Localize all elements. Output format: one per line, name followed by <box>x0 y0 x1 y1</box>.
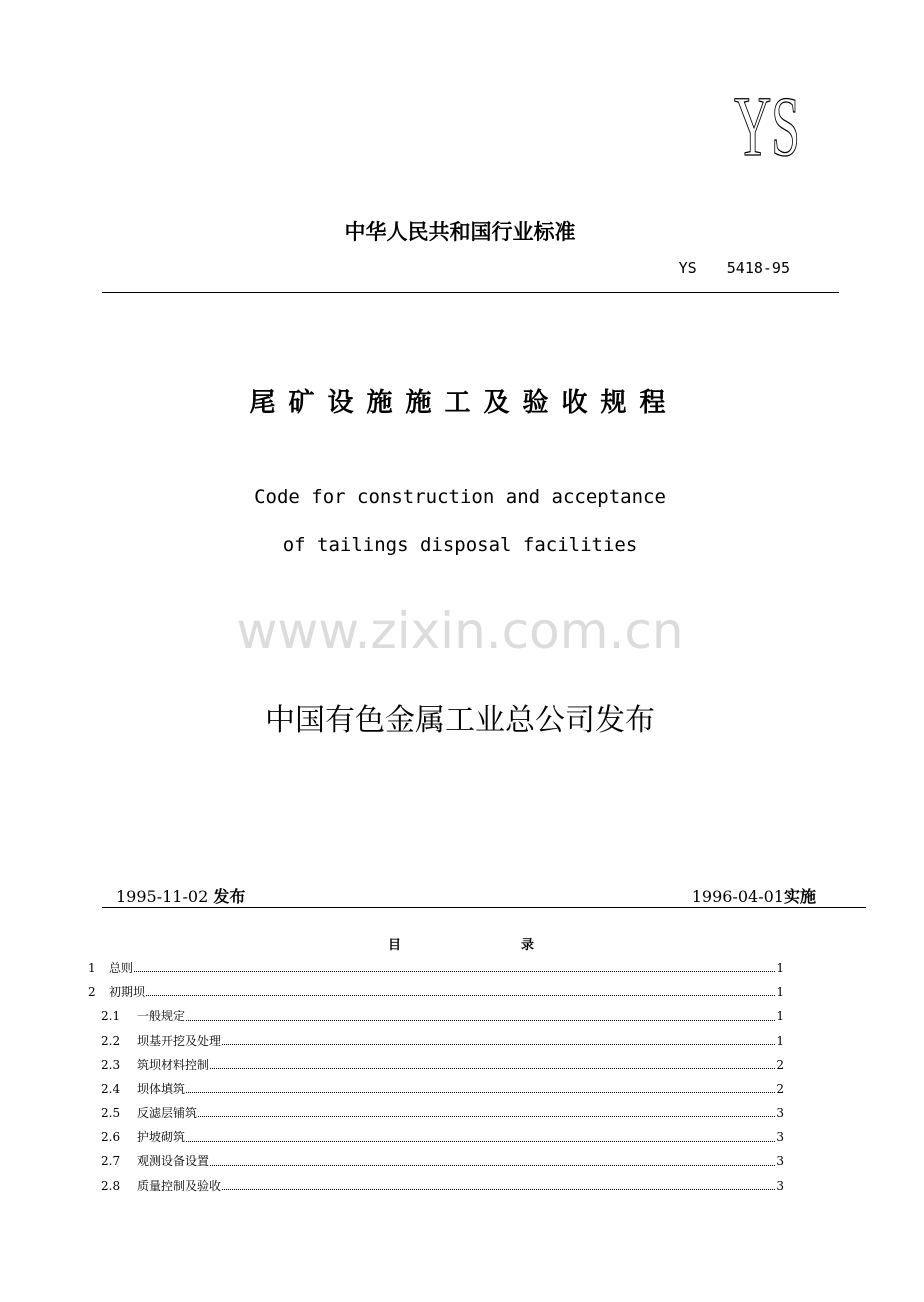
toc-item-page: 3 <box>776 1178 784 1193</box>
toc-item[interactable] <box>88 1101 784 1125</box>
toc-item-number: 2.4 <box>101 1081 121 1096</box>
date-divider <box>102 907 866 908</box>
toc-item-number: 2.7 <box>101 1154 121 1169</box>
issue-label: 发布 <box>213 887 246 906</box>
toc-item-page: 3 <box>776 1154 784 1169</box>
effective-date: 1996-04-01 <box>691 887 784 906</box>
toc-item[interactable] <box>88 980 784 1004</box>
toc-item-label: 质量控制及验收 <box>137 1178 222 1193</box>
toc-item-label: 坝体填筑 <box>137 1081 186 1096</box>
toc-item[interactable] <box>88 1125 784 1149</box>
toc-item-label: 护坡砌筑 <box>137 1130 186 1145</box>
toc-item-page: 1 <box>776 1009 784 1024</box>
toc-item-number: 2.6 <box>101 1130 121 1145</box>
toc-item-label: 总则 <box>109 960 134 975</box>
toc-leader-dots <box>146 995 775 996</box>
toc-leader-dots <box>210 1068 775 1069</box>
toc-item-label: 初期坝 <box>109 985 146 1000</box>
toc-leader-dots <box>186 1141 775 1142</box>
toc-leader-dots <box>222 1189 775 1190</box>
toc-leader-dots <box>186 1092 775 1093</box>
toc-item-number: 2.3 <box>101 1057 121 1072</box>
document-title-english-line1: Code for construction and acceptance <box>254 486 666 508</box>
standard-code: YS 5418-95 <box>678 259 790 277</box>
effective-date-block <box>692 884 816 907</box>
document-title-chinese: 尾矿设施施工及验收规程 <box>249 388 679 418</box>
toc-item-label: 反滤层铺筑 <box>137 1106 198 1121</box>
header-divider <box>102 292 839 293</box>
toc-item-page: 3 <box>776 1106 784 1121</box>
toc-leader-dots <box>186 1020 775 1021</box>
toc-item-number: 1 <box>88 960 96 975</box>
toc-leader-dots <box>134 971 775 972</box>
toc-item-number: 2.1 <box>101 1009 121 1024</box>
toc-item[interactable] <box>88 1004 784 1028</box>
toc-leader-dots <box>222 1044 775 1045</box>
toc-item-label: 筑坝材料控制 <box>137 1057 210 1072</box>
toc-item[interactable] <box>88 1174 784 1198</box>
toc-heading-char1: 目 <box>388 938 402 953</box>
effective-label: 实施 <box>783 887 816 906</box>
issue-date: 1995-11-02 <box>116 887 209 906</box>
toc-item[interactable] <box>88 1150 784 1174</box>
ys-logo-text: YS <box>734 78 800 174</box>
toc-list <box>88 956 784 1198</box>
toc-item-number: 2.8 <box>101 1178 121 1193</box>
toc-item-number: 2 <box>88 985 96 1000</box>
toc-leader-dots <box>210 1165 775 1166</box>
toc-item-page: 2 <box>776 1081 784 1096</box>
toc-item[interactable] <box>88 1077 784 1101</box>
toc-item[interactable] <box>88 1053 784 1077</box>
toc-item-label: 坝基开挖及处理 <box>137 1033 222 1048</box>
toc-item-page: 3 <box>776 1130 784 1145</box>
ys-logo <box>732 78 802 174</box>
document-title-english-line2: of tailings disposal facilities <box>282 534 638 556</box>
toc-item[interactable] <box>88 1029 784 1053</box>
toc-item-number: 2.2 <box>101 1033 121 1048</box>
toc-item[interactable] <box>88 956 784 980</box>
toc-item-page: 2 <box>776 1057 784 1072</box>
toc-item-label: 观测设备设置 <box>137 1154 210 1169</box>
standard-category-title: 中华人民共和国行业标准 <box>344 220 576 244</box>
toc-heading-char2: 录 <box>521 938 535 953</box>
publisher: 中国有色金属工业总公司发布 <box>265 703 655 738</box>
toc-item-page: 1 <box>776 960 784 975</box>
toc-item-number: 2.5 <box>101 1106 121 1121</box>
issue-date-block <box>116 884 245 907</box>
toc-item-page: 1 <box>776 985 784 1000</box>
toc-leader-dots <box>198 1116 775 1117</box>
watermark: www.zixin.com.cn <box>236 602 684 660</box>
toc-item-label: 一般规定 <box>137 1009 186 1024</box>
toc-item-page: 1 <box>776 1033 784 1048</box>
